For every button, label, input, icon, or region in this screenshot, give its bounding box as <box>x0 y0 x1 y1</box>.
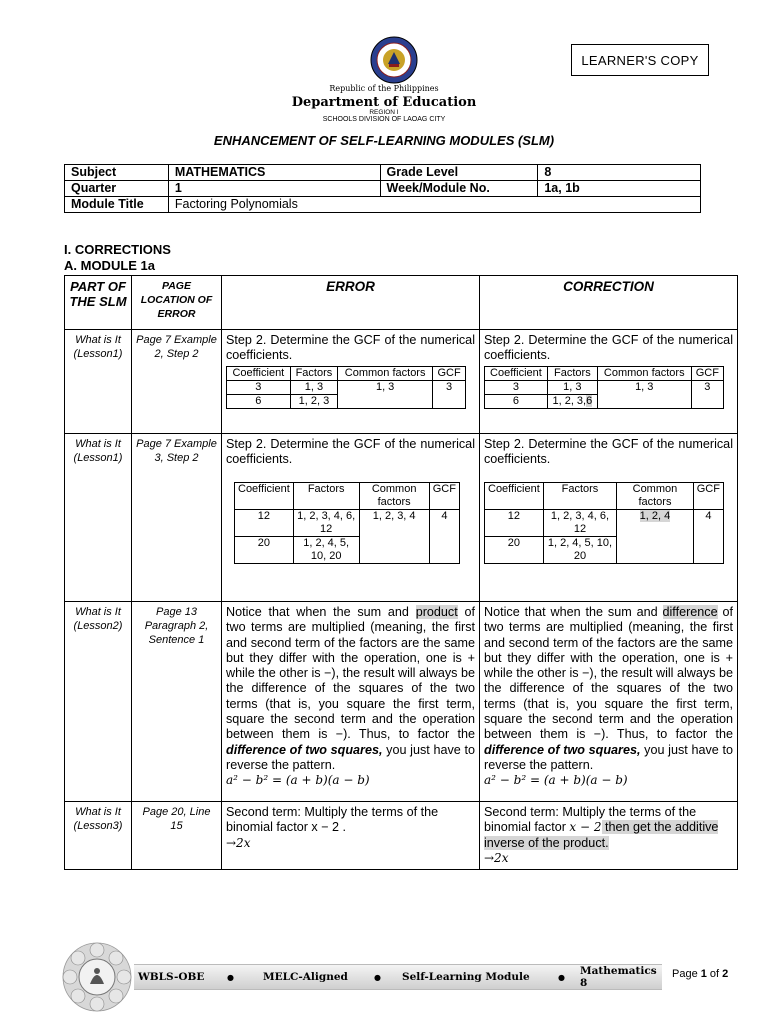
column-header-error: ERROR <box>222 276 480 330</box>
table-row <box>65 802 738 870</box>
gcf-cell: 4 <box>429 509 459 563</box>
gcf-header: Factors <box>547 366 597 380</box>
footer-item: Mathematics 8 <box>580 965 657 989</box>
part-cell: What is It (Lesson2) <box>65 602 132 802</box>
location-cell: Page 13 Paragraph 2, Sentence 1 <box>132 602 222 802</box>
gcf-header: GCF <box>693 482 723 509</box>
department-label: Department of Education <box>291 95 477 110</box>
error-cell <box>222 802 480 870</box>
footer-banner <box>134 964 662 990</box>
module-title-label: Module Title <box>65 197 169 213</box>
total-pages: 2 <box>722 968 729 980</box>
highlighted-word: product <box>415 605 458 619</box>
factors-part: 1, 2, 3, <box>552 394 587 407</box>
gcf-cell <box>547 394 597 408</box>
gcf-cell: 3 <box>227 380 291 394</box>
column-header-correction: CORRECTION <box>480 276 738 330</box>
highlighted-factor: 6 <box>586 394 593 407</box>
highlighted-phrase: then get the additive inverse of the product. <box>484 820 719 850</box>
gcf-header: Common factors <box>338 366 433 380</box>
current-page: 1 <box>700 968 707 980</box>
gcf-cell: 4 <box>693 509 723 563</box>
bold-phrase: difference of two squares, <box>226 742 383 757</box>
republic-label: Republic of the Philippines <box>329 84 439 93</box>
error-cell <box>222 602 480 802</box>
gcf-cell: 1, 3 <box>338 380 433 408</box>
correction-cell <box>480 434 738 602</box>
gcf-cell: 6 <box>485 394 548 408</box>
formula: a² − b² = (a + b)(a − b) <box>226 773 370 788</box>
section-corrections-heading: I. CORRECTIONS <box>64 242 171 257</box>
section-module-heading: A. MODULE 1a <box>64 258 156 273</box>
gcf-cell: 1, 2, 3, 4, 6, 12 <box>293 509 359 536</box>
error-text: Step 2. Determine the GCF of the numerical coefficients. <box>226 333 475 363</box>
deped-seal-icon <box>370 36 418 84</box>
gcf-header: GCF <box>691 366 723 380</box>
error-text: Step 2. Determine the GCF of the numerical coefficients. <box>226 437 475 467</box>
gcf-cell: 1, 2, 3 <box>290 394 337 408</box>
text-run: of two terms are multiplied (meaning, the first and second term of the factors are the same but they differ with the operation, one is + while the other is −), the result will always be the difference of the squares of the two terms (that is, you square the first term, square the second term and the operation between them is −). Thus, to factor the <box>226 605 475 742</box>
page-mid: of <box>706 968 723 980</box>
learners-copy-label: LEARNER'S COPY <box>571 44 709 76</box>
correction-paragraph <box>484 605 733 773</box>
error-text: Second term: Multiply the terms of the binomial factor x − 2 . <box>226 805 439 835</box>
text-run: Notice that when the sum and <box>484 605 663 619</box>
gcf-cell: 12 <box>485 509 544 536</box>
week-label: Week/Module No. <box>380 181 538 197</box>
gcf-header: Coefficient <box>235 482 294 509</box>
quarter-value: 1 <box>168 181 380 197</box>
gcf-cell: 20 <box>485 536 544 563</box>
grade-label: Grade Level <box>380 165 538 181</box>
gcf-cell: 1, 3 <box>290 380 337 394</box>
gcf-cell: 1, 3 <box>597 380 691 408</box>
gcf-cell: 1, 2, 3, 4 <box>359 509 429 563</box>
part-cell: What is It (Lesson1) <box>65 330 132 434</box>
correction-cell <box>480 802 738 870</box>
correction-text <box>484 805 733 851</box>
corrections-table <box>64 275 738 870</box>
result: →2x <box>484 850 509 865</box>
gcf-header: Common factors <box>617 482 694 509</box>
gcf-cell: 12 <box>235 509 294 536</box>
gcf-table <box>484 482 724 564</box>
footer-item: WBLS-OBE <box>138 971 205 983</box>
bold-phrase: difference of two squares, <box>484 742 641 757</box>
text-run: Notice that when the sum and <box>226 605 416 619</box>
text-run: Second term: Multiply the terms of the binomial factor <box>484 805 697 835</box>
gcf-cell: 3 <box>691 380 723 408</box>
result: →2x <box>226 835 251 850</box>
page-number <box>672 968 728 980</box>
part-cell: What is It (Lesson3) <box>65 802 132 870</box>
module-title-value: Factoring Polynomials <box>168 197 700 213</box>
document-title: ENHANCEMENT OF SELF-LEARNING MODULES (SLM) <box>213 133 555 148</box>
page-prefix: Page <box>672 968 701 980</box>
region-label: REGION I <box>369 109 399 116</box>
correction-cell <box>480 602 738 802</box>
table-row <box>65 434 738 602</box>
quarter-label: Quarter <box>65 181 169 197</box>
highlighted-common-factors: 1, 2, 4 <box>639 509 671 522</box>
gcf-header: GCF <box>433 366 466 380</box>
text-run: you just have to reverse the pattern. <box>484 742 733 772</box>
division-label: SCHOOLS DIVISION OF LAOAG CITY <box>322 116 446 123</box>
location-cell: Page 7 Example 2, Step 2 <box>132 330 222 434</box>
gcf-header: Factors <box>290 366 337 380</box>
error-cell <box>222 330 480 434</box>
subject-label: Subject <box>65 165 169 181</box>
module-info-table <box>64 164 701 213</box>
gcf-header: Coefficient <box>485 366 548 380</box>
column-header-part: PART OF THE SLM <box>65 276 132 330</box>
gcf-table <box>484 366 724 409</box>
gcf-cell: 3 <box>433 380 466 408</box>
location-cell: Page 20, Line 15 <box>132 802 222 870</box>
highlighted-word: difference <box>662 605 718 619</box>
bullet-icon: ● <box>558 972 565 982</box>
gcf-header: Factors <box>543 482 616 509</box>
grade-value: 8 <box>538 165 701 181</box>
gcf-cell <box>617 509 694 563</box>
footer-item: Self-Learning Module <box>402 971 530 983</box>
gcf-cell: 20 <box>235 536 294 563</box>
column-header-location: PAGE LOCATION OF ERROR <box>132 276 222 330</box>
gcf-cell: 3 <box>485 380 548 394</box>
location-cell: Page 7 Example 3, Step 2 <box>132 434 222 602</box>
text-run: you just have to reverse the pattern. <box>226 742 475 772</box>
correction-cell <box>480 330 738 434</box>
gcf-header: Coefficient <box>485 482 544 509</box>
table-row <box>65 330 738 434</box>
text-run: of two terms are multiplied (meaning, the first and second term of the factors are the same but they differ with the operation, one is + while the other is −), the result will always be the difference of the squares of the two terms (that is, you square the first term, square the second term and the operation between them is −). Thus, to factor the <box>484 605 733 742</box>
gcf-header: GCF <box>429 482 459 509</box>
correction-text: Step 2. Determine the GCF of the numerical coefficients. <box>484 437 733 467</box>
table-row <box>65 602 738 802</box>
gcf-cell: 1, 2, 4, 5, 10, 20 <box>543 536 616 563</box>
footer-item: MELC-Aligned <box>263 971 348 983</box>
gcf-header: Common factors <box>359 482 429 509</box>
gcf-header: Common factors <box>597 366 691 380</box>
correction-text: Step 2. Determine the GCF of the numerical coefficients. <box>484 333 733 363</box>
gcf-header: Factors <box>293 482 359 509</box>
error-cell <box>222 434 480 602</box>
subject-value: MATHEMATICS <box>168 165 380 181</box>
week-value: 1a, 1b <box>538 181 701 197</box>
gcf-cell: 6 <box>227 394 291 408</box>
gcf-cell: 1, 3 <box>547 380 597 394</box>
error-paragraph <box>226 605 475 773</box>
part-cell: What is It (Lesson1) <box>65 434 132 602</box>
bullet-icon: ● <box>374 972 381 982</box>
gcf-table <box>226 366 466 409</box>
gcf-header: Coefficient <box>227 366 291 380</box>
formula: a² − b² = (a + b)(a − b) <box>484 773 628 788</box>
gcf-cell: 1, 2, 3, 4, 6, 12 <box>543 509 616 536</box>
gcf-table <box>234 482 460 564</box>
division-logo-icon <box>60 940 134 1014</box>
binomial-factor: x − 2 <box>569 820 602 835</box>
bullet-icon: ● <box>227 972 234 982</box>
gcf-cell: 1, 2, 4, 5, 10, 20 <box>293 536 359 563</box>
